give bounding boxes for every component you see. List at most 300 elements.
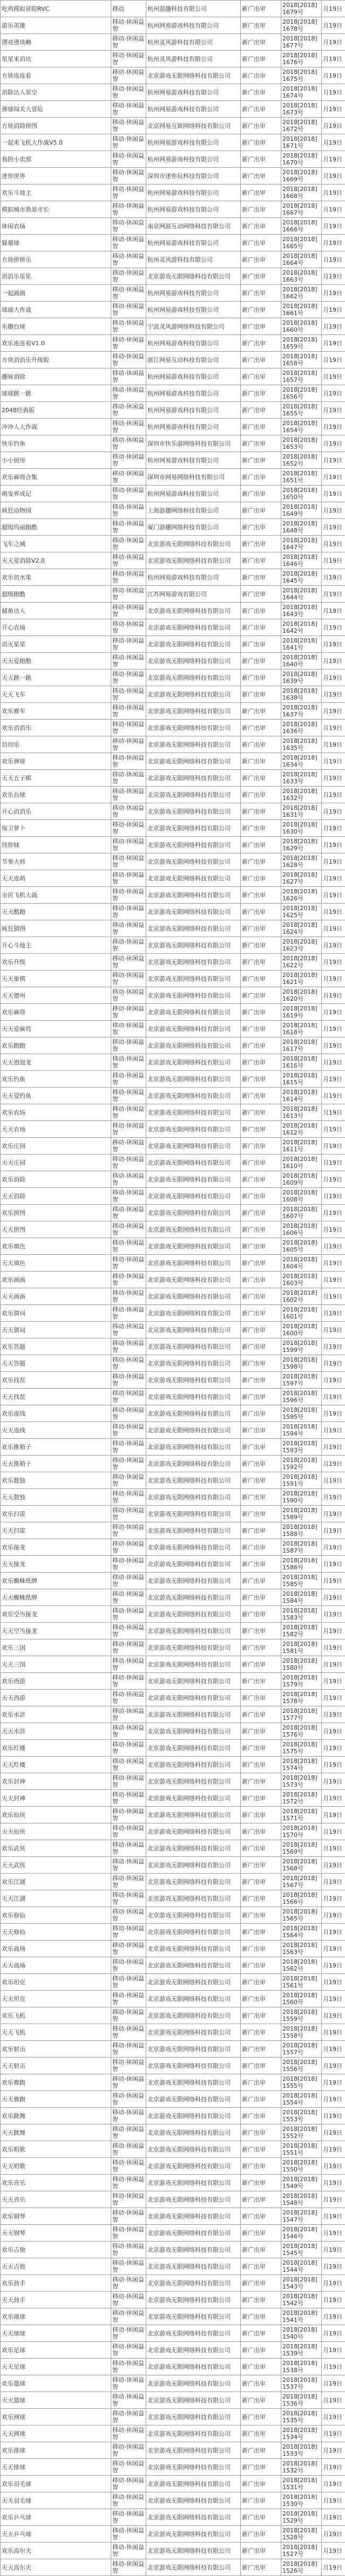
date-cell: 月19日 [322, 586, 345, 603]
game-type-cell: 移动-休闲益智 [111, 1606, 146, 1623]
operator-cell: 北京游戏无限网络科技有限公司 [146, 1405, 241, 1422]
date-cell: 月19日 [322, 2292, 345, 2308]
date-cell: 月19日 [322, 787, 345, 803]
operator-cell: 北京游戏无限网络科技有限公司 [146, 1840, 241, 1857]
date-cell: 月19日 [322, 1723, 345, 1740]
approval-cell: 新广出审 [241, 84, 281, 101]
date-cell: 月19日 [322, 201, 345, 218]
operator-cell: 杭州网易游戏科技有限公司 [146, 302, 241, 318]
table-row [1, 1690, 345, 1706]
date-cell: 月19日 [322, 1004, 345, 1021]
approval-number-cell: 2018[2018]1572号 [281, 1790, 322, 1807]
game-name-cell: 欢乐足球 [1, 2342, 111, 2359]
game-type-cell: 移动-休闲益智 [111, 837, 146, 853]
date-cell: 月19日 [322, 2392, 345, 2409]
approval-number-cell: 2018[2018]1544号 [281, 2258, 322, 2275]
operator-cell: 北京游戏无限网络科技有限公司 [146, 2175, 241, 2191]
approval-cell: 新广出审 [241, 1255, 281, 1272]
game-name-cell: 天天战场 [1, 1957, 111, 1974]
date-cell: 月19日 [322, 2559, 345, 2576]
operator-cell: 杭州网易游戏科技有限公司 [146, 201, 241, 218]
approval-cell: 新广出审 [241, 1389, 281, 1405]
table-row [1, 318, 345, 335]
operator-cell: 杭州网易游戏科技有限公司 [146, 185, 241, 201]
table-row [1, 569, 345, 586]
approval-cell: 新广出审 [241, 619, 281, 636]
game-name-cell: 天天射击 [1, 2058, 111, 2074]
approval-cell: 新广出审 [241, 1372, 281, 1389]
operator-cell: 北京网易互娱网络科技有限公司 [146, 118, 241, 134]
operator-cell: 北京游戏无限网络科技有限公司 [146, 1037, 241, 1054]
game-name-cell: 天天德州 [1, 987, 111, 1004]
game-name-cell: 欢乐球球 [1, 2308, 111, 2325]
table-row [1, 1857, 345, 1874]
operator-cell: 北京游戏无限网络科技有限公司 [146, 1255, 241, 1272]
operator-cell: 北京游戏无限网络科技有限公司 [146, 1890, 241, 1907]
approval-number-cell: 2018[2018]1585号 [281, 1573, 322, 1589]
game-name-cell: 天天飞车 [1, 686, 111, 703]
game-type-cell: 移动-休闲益智 [111, 2325, 146, 2342]
table-row [1, 2308, 345, 2325]
operator-cell: 北京游戏无限网络科技有限公司 [146, 1706, 241, 1723]
approval-number-cell: 2018[2018]1616号 [281, 1054, 322, 1071]
game-type-cell: 移动-休闲益智 [111, 1740, 146, 1757]
table-row [1, 586, 345, 603]
operator-cell: 北京游戏无限网络科技有限公司 [146, 2158, 241, 2175]
operator-cell: 北京游戏无限网络科技有限公司 [146, 1389, 241, 1405]
operator-cell: 杭州网易游戏科技有限公司 [146, 452, 241, 469]
date-cell: 月19日 [322, 1924, 345, 1940]
operator-cell: 北京游戏无限网络科技有限公司 [146, 2559, 241, 2576]
approval-number-cell: 2018[2018]1668号 [281, 185, 322, 201]
table-row [1, 954, 345, 971]
approval-number-cell: 2018[2018]1557号 [281, 2041, 322, 2058]
approval-cell: 新广出审 [241, 1991, 281, 2007]
game-type-cell: 移动-休闲益智 [111, 586, 146, 603]
game-name-cell: 欢乐仙侠 [1, 1807, 111, 1823]
approval-number-cell: 2018[2018]1594号 [281, 1422, 322, 1439]
approval-cell: 新广出审 [241, 837, 281, 853]
table-row [1, 1205, 345, 1221]
table-row [1, 51, 345, 67]
approval-number-cell: 2018[2018]1622号 [281, 954, 322, 971]
approval-cell: 新广出审 [241, 1974, 281, 1991]
game-name-cell: 冲冲人大作战 [1, 419, 111, 435]
game-name-cell: 方块消除拼图 [1, 118, 111, 134]
date-cell: 月19日 [322, 1272, 345, 1288]
operator-cell: 北京游戏无限网络科技有限公司 [146, 1355, 241, 1372]
approval-cell: 新广出审 [241, 1422, 281, 1439]
date-cell: 月19日 [322, 820, 345, 837]
table-row [1, 1740, 345, 1757]
table-row [1, 1422, 345, 1439]
date-cell: 月19日 [322, 1338, 345, 1355]
date-cell: 月19日 [322, 920, 345, 937]
date-cell: 月19日 [322, 2225, 345, 2242]
game-type-cell: 移动-休闲益智 [111, 419, 146, 435]
date-cell: 月19日 [322, 469, 345, 486]
game-type-cell: 移动-休闲益智 [111, 887, 146, 904]
date-cell: 月19日 [322, 720, 345, 736]
approval-number-cell: 2018[2018]1667号 [281, 201, 322, 218]
approval-number-cell: 2018[2018]1537号 [281, 2375, 322, 2392]
game-name-cell: 方块拼拼乐 [1, 251, 111, 268]
game-type-cell: 移动-休闲益智 [111, 1171, 146, 1188]
game-type-cell: 移动-休闲益智 [111, 2074, 146, 2091]
table-row [1, 2325, 345, 2342]
game-name-cell: 天天象棋 [1, 971, 111, 987]
table-row [1, 168, 345, 185]
game-type-cell: 移动-休闲益智 [111, 636, 146, 653]
table-row [1, 2375, 345, 2392]
table-row [1, 987, 345, 1004]
game-type-cell: 移动-休闲益智 [111, 1890, 146, 1907]
operator-cell: 北京游戏无限网络科技有限公司 [146, 2342, 241, 2359]
table-row [1, 2108, 345, 2124]
approval-number-cell: 2018[2018]1573号 [281, 1773, 322, 1790]
game-name-cell: 天天数独 [1, 1489, 111, 1506]
operator-cell: 杭州网易游戏科技有限公司 [146, 419, 241, 435]
approval-number-cell: 2018[2018]1563号 [281, 1940, 322, 1957]
game-type-cell: 移动-休闲益智 [111, 552, 146, 569]
date-cell: 月19日 [322, 2175, 345, 2191]
game-name-cell: 天天推箱子 [1, 1456, 111, 1472]
approval-cell: 新广出审 [241, 1807, 281, 1823]
approval-number-cell: 2018[2018]1530号 [281, 2492, 322, 2509]
approval-cell: 新广出审 [241, 1439, 281, 1456]
approval-number-cell: 2018[2018]1542号 [281, 2292, 322, 2308]
approval-cell: 新广出审 [241, 1556, 281, 1573]
date-cell: 月19日 [322, 67, 345, 84]
table-row [1, 2442, 345, 2459]
approval-number-cell: 2018[2018]1638号 [281, 686, 322, 703]
game-name-cell: 天天蜘蛛纸牌 [1, 1589, 111, 1606]
game-type-cell: 移动-休闲益智 [111, 101, 146, 118]
approval-number-cell: 2018[2018]1589号 [281, 1506, 322, 1522]
game-name-cell: 超级玛丽跑酷 [1, 519, 111, 536]
approval-number-cell: 2018[2018]1620号 [281, 987, 322, 1004]
approval-number-cell: 2018[2018]1590号 [281, 1489, 322, 1506]
game-name-cell: 欢乐西游 [1, 1673, 111, 1690]
game-name-cell: 欢乐升级 [1, 954, 111, 971]
table-row [1, 2024, 345, 2041]
game-name-cell: 萌宠养成记 [1, 486, 111, 502]
date-cell: 月19日 [322, 2058, 345, 2074]
approval-number-cell: 2018[2018]1670号 [281, 151, 322, 168]
game-name-cell: 欢乐射击 [1, 2041, 111, 2058]
approval-cell: 新广出审 [241, 2158, 281, 2175]
date-cell: 月19日 [322, 1874, 345, 1890]
game-name-cell: 吃鸡模拟冒险RVC [1, 1, 111, 17]
approval-number-cell: 2018[2018]1560号 [281, 1991, 322, 2007]
approval-cell: 新广出审 [241, 1305, 281, 1322]
approval-cell: 新广出审 [241, 1957, 281, 1974]
operator-cell: 浙江网易互动科技有限公司 [146, 352, 241, 368]
approval-cell: 新广出审 [241, 67, 281, 84]
game-name-cell: 天天唱歌 [1, 2158, 111, 2175]
operator-cell: 北京游戏无限网络科技有限公司 [146, 1338, 241, 1355]
table-row [1, 218, 345, 235]
approval-number-cell: 2018[2018]1562号 [281, 1957, 322, 1974]
approval-cell: 新广出审 [241, 1874, 281, 1890]
game-type-cell: 移动-休闲益智 [111, 1272, 146, 1288]
approval-number-cell: 2018[2018]1555号 [281, 2074, 322, 2091]
approval-number-cell: 2018[2018]1593号 [281, 1439, 322, 1456]
game-type-cell: 移动-休闲益智 [111, 720, 146, 736]
game-name-cell: 疯狂猜图 [1, 920, 111, 937]
game-type-cell: 移动-休闲益智 [111, 1338, 146, 1355]
table-row [1, 17, 345, 34]
date-cell: 月19日 [322, 452, 345, 469]
date-cell: 月19日 [322, 1556, 345, 1573]
table-row [1, 2359, 345, 2375]
game-type-cell: 移动-休闲益智 [111, 2191, 146, 2208]
date-cell: 月19日 [322, 1255, 345, 1272]
table-row [1, 67, 345, 84]
operator-cell: 北京游戏无限网络科技有限公司 [146, 2058, 241, 2074]
table-row [1, 1121, 345, 1138]
date-cell: 月19日 [322, 753, 345, 770]
table-row [1, 2292, 345, 2308]
date-cell: 月19日 [322, 636, 345, 653]
approval-cell: 新广出审 [241, 653, 281, 669]
approval-number-cell: 2018[2018]1625号 [281, 904, 322, 920]
game-type-cell: 移动-休闲益智 [111, 1121, 146, 1138]
date-cell: 月19日 [322, 2308, 345, 2325]
operator-cell: 北京游戏无限网络科技有限公司 [146, 1673, 241, 1690]
operator-cell: 北京游戏无限网络科技有限公司 [146, 2442, 241, 2459]
approval-cell: 新广出审 [241, 1021, 281, 1037]
table-row [1, 1338, 345, 1355]
table-row [1, 1439, 345, 1456]
approval-number-cell: 2018[2018]1615号 [281, 1071, 322, 1088]
approval-cell: 新广出审 [241, 1004, 281, 1021]
approval-number-cell: 2018[2018]1527号 [281, 2543, 322, 2559]
game-type-cell: 移动-休闲益智 [111, 1974, 146, 1991]
date-cell: 月19日 [322, 1238, 345, 1255]
approval-cell: 新广出审 [241, 2275, 281, 2292]
game-name-cell: 欢乐赛跑 [1, 2074, 111, 2091]
game-type-cell: 移动-休闲益智 [111, 151, 146, 168]
game-name-cell: 欢乐坦克 [1, 1974, 111, 1991]
date-cell: 月19日 [322, 17, 345, 34]
operator-cell: 北京游戏无限网络科技有限公司 [146, 720, 241, 736]
operator-cell: 杭州网易游戏科技有限公司 [146, 134, 241, 151]
game-type-cell: 移动-休闲益智 [111, 1422, 146, 1439]
approval-number-cell: 2018[2018]1674号 [281, 84, 322, 101]
approval-cell: 新广出审 [241, 151, 281, 168]
table-row [1, 34, 345, 51]
table-row [1, 2409, 345, 2425]
approval-number-cell: 2018[2018]1675号 [281, 67, 322, 84]
date-cell: 月19日 [322, 502, 345, 519]
operator-cell: 南京网游互动网络科技有限公司 [146, 218, 241, 235]
approval-number-cell: 2018[2018]1538号 [281, 2359, 322, 2375]
game-type-cell: 移动-休闲益智 [111, 218, 146, 235]
date-cell: 月19日 [322, 1740, 345, 1757]
game-name-cell: 欢乐答题 [1, 1338, 111, 1355]
game-name-cell: 欢乐钓鱼 [1, 1071, 111, 1088]
game-type-cell: 移动-休闲益智 [111, 2492, 146, 2509]
game-type-cell: 移动-休闲益智 [111, 1054, 146, 1071]
game-type-cell: 移动-休闲益智 [111, 1238, 146, 1255]
date-cell: 月19日 [322, 1221, 345, 1238]
table-row [1, 653, 345, 669]
game-name-cell: 弹球闯关大冒险 [1, 101, 111, 118]
approval-number-cell: 2018[2018]1645号 [281, 569, 322, 586]
date-cell: 月19日 [322, 2325, 345, 2342]
date-cell: 月19日 [322, 1456, 345, 1472]
game-type-cell: 移动-休闲益智 [111, 1940, 146, 1957]
approval-number-cell: 2018[2018]1561号 [281, 1974, 322, 1991]
game-type-cell: 移动-休闲益智 [111, 2024, 146, 2041]
table-row [1, 2124, 345, 2141]
date-cell: 月19日 [322, 2476, 345, 2492]
approval-number-cell: 2018[2018]1630号 [281, 820, 322, 837]
table-row [1, 2559, 345, 2576]
date-cell: 月19日 [322, 419, 345, 435]
game-type-cell: 移动-休闲益智 [111, 1405, 146, 1422]
game-type-cell: 移动-休闲益智 [111, 51, 146, 67]
approval-number-cell: 2018[2018]1541号 [281, 2308, 322, 2325]
game-type-cell: 移动-休闲益智 [111, 2476, 146, 2492]
approval-number-cell: 2018[2018]1656号 [281, 385, 322, 402]
date-cell: 月19日 [322, 1522, 345, 1539]
game-type-cell: 移动-休闲益智 [111, 1639, 146, 1656]
table-row [1, 2492, 345, 2509]
approval-cell: 新广出审 [241, 1606, 281, 1623]
game-name-cell: 天天足球 [1, 2359, 111, 2375]
game-type-cell: 移动-休闲益智 [111, 1021, 146, 1037]
approval-cell: 新广出审 [241, 1723, 281, 1740]
game-type-cell: 移动-休闲益智 [111, 2225, 146, 2242]
operator-cell: 北京游戏无限网络科技有限公司 [146, 2476, 241, 2492]
game-name-cell: 欢乐修仙 [1, 1907, 111, 1924]
date-cell: 月19日 [322, 1790, 345, 1807]
operator-cell: 北京游戏无限网络科技有限公司 [146, 703, 241, 720]
game-name-cell: 天天江湖 [1, 1890, 111, 1907]
approval-number-cell: 2018[2018]1623号 [281, 937, 322, 954]
approval-number-cell: 2018[2018]1641号 [281, 636, 322, 653]
game-type-cell: 移动-休闲益智 [111, 318, 146, 335]
approval-number-cell: 2018[2018]1664号 [281, 251, 322, 268]
game-name-cell: 开心农场 [1, 619, 111, 636]
operator-cell: 北京游戏无限网络科技有限公司 [146, 1121, 241, 1138]
table-row [1, 2526, 345, 2543]
approval-number-cell: 2018[2018]1659号 [281, 335, 322, 352]
game-type-cell: 移动-休闲益智 [111, 2058, 146, 2074]
date-cell: 月19日 [322, 2158, 345, 2175]
date-cell: 月19日 [322, 1205, 345, 1221]
date-cell: 月19日 [322, 101, 345, 118]
game-name-cell: 欢乐江湖 [1, 1874, 111, 1890]
game-name-cell: 找你妹 [1, 837, 111, 853]
game-type-cell: 移动-休闲益智 [111, 1991, 146, 2007]
date-cell: 月19日 [322, 2409, 345, 2425]
game-type-cell: 移动-休闲益智 [111, 1305, 146, 1322]
game-type-cell: 移动-休闲益智 [111, 603, 146, 619]
approval-cell: 新广出审 [241, 385, 281, 402]
operator-cell: 杭州网易游戏科技有限公司 [146, 335, 241, 352]
game-name-cell: 欢乐接龙 [1, 1539, 111, 1556]
date-cell: 月19日 [322, 34, 345, 51]
game-type-cell: 移动-休闲益智 [111, 168, 146, 185]
operator-cell: 北京游戏无限网络科技有限公司 [146, 2007, 241, 2024]
date-cell: 月19日 [322, 2375, 345, 2392]
table-row [1, 1757, 345, 1773]
table-row [1, 368, 345, 385]
operator-cell: 北京游戏无限网络科技有限公司 [146, 904, 241, 920]
game-type-cell: 移动-休闲益智 [111, 1322, 146, 1338]
approval-cell: 新广出审 [241, 987, 281, 1004]
approval-number-cell: 2018[2018]1604号 [281, 1255, 322, 1272]
game-name-cell: 欢乐农场 [1, 1104, 111, 1121]
table-row [1, 853, 345, 870]
date-cell: 月19日 [322, 1138, 345, 1154]
game-type-cell: 移动-休闲益智 [111, 502, 146, 519]
approval-number-cell: 2018[2018]1662号 [281, 285, 322, 302]
game-name-cell: 球球大作战 [1, 302, 111, 318]
operator-cell: 北京游戏无限网络科技有限公司 [146, 1221, 241, 1238]
approval-number-cell: 2018[2018]1526号 [281, 2559, 322, 2576]
operator-cell: 北京游戏无限网络科技有限公司 [146, 1773, 241, 1790]
approval-number-cell: 2018[2018]1559号 [281, 2007, 322, 2024]
date-cell: 月19日 [322, 1974, 345, 1991]
game-name-cell: 天天篮球 [1, 2392, 111, 2409]
table-row [1, 1104, 345, 1121]
approval-number-cell: 2018[2018]1592号 [281, 1456, 322, 1472]
game-name-cell: 开心消消乐 [1, 803, 111, 820]
date-cell: 月19日 [322, 653, 345, 669]
approval-cell: 新广出审 [241, 1121, 281, 1138]
game-type-cell: 移动-休闲益智 [111, 1355, 146, 1372]
date-cell: 月19日 [322, 1706, 345, 1723]
operator-cell: 北京游戏无限网络科技有限公司 [146, 803, 241, 820]
date-cell: 月19日 [322, 1840, 345, 1857]
approval-number-cell: 2018[2018]1660号 [281, 318, 322, 335]
approval-cell: 新广出审 [241, 2325, 281, 2342]
table-row [1, 703, 345, 720]
table-row [1, 937, 345, 954]
approval-number-cell: 2018[2018]1550号 [281, 2158, 322, 2175]
approval-number-cell: 2018[2018]1606号 [281, 1221, 322, 1238]
approval-number-cell: 2018[2018]1663号 [281, 268, 322, 285]
approval-cell: 新广出审 [241, 954, 281, 971]
operator-cell: 北京游戏无限网络科技有限公司 [146, 1104, 241, 1121]
date-cell: 月19日 [322, 318, 345, 335]
date-cell: 月19日 [322, 1890, 345, 1907]
approval-cell: 新广出审 [241, 285, 281, 302]
date-cell: 月19日 [322, 402, 345, 419]
table-row [1, 1623, 345, 1639]
game-type-cell: 移动-休闲益智 [111, 2091, 146, 2108]
game-type-cell: 移动-休闲益智 [111, 1372, 146, 1389]
table-row [1, 1037, 345, 1054]
game-name-cell: 天天球球 [1, 2325, 111, 2342]
date-cell: 月19日 [322, 954, 345, 971]
approval-number-cell: 2018[2018]1646号 [281, 552, 322, 569]
approval-number-cell: 2018[2018]1614号 [281, 1088, 322, 1104]
approval-number-cell: 2018[2018]1536号 [281, 2392, 322, 2409]
game-name-cell: 天天封神 [1, 1790, 111, 1807]
game-type-cell: 移动-休闲益智 [111, 352, 146, 368]
game-name-cell: 欢乐扫雷 [1, 1506, 111, 1522]
approval-cell: 新广出审 [241, 971, 281, 987]
game-type-cell: 移动-休闲益智 [111, 469, 146, 486]
date-cell: 月19日 [322, 1539, 345, 1556]
approval-number-cell: 2018[2018]1647号 [281, 536, 322, 552]
approval-cell: 新广出审 [241, 1088, 281, 1104]
